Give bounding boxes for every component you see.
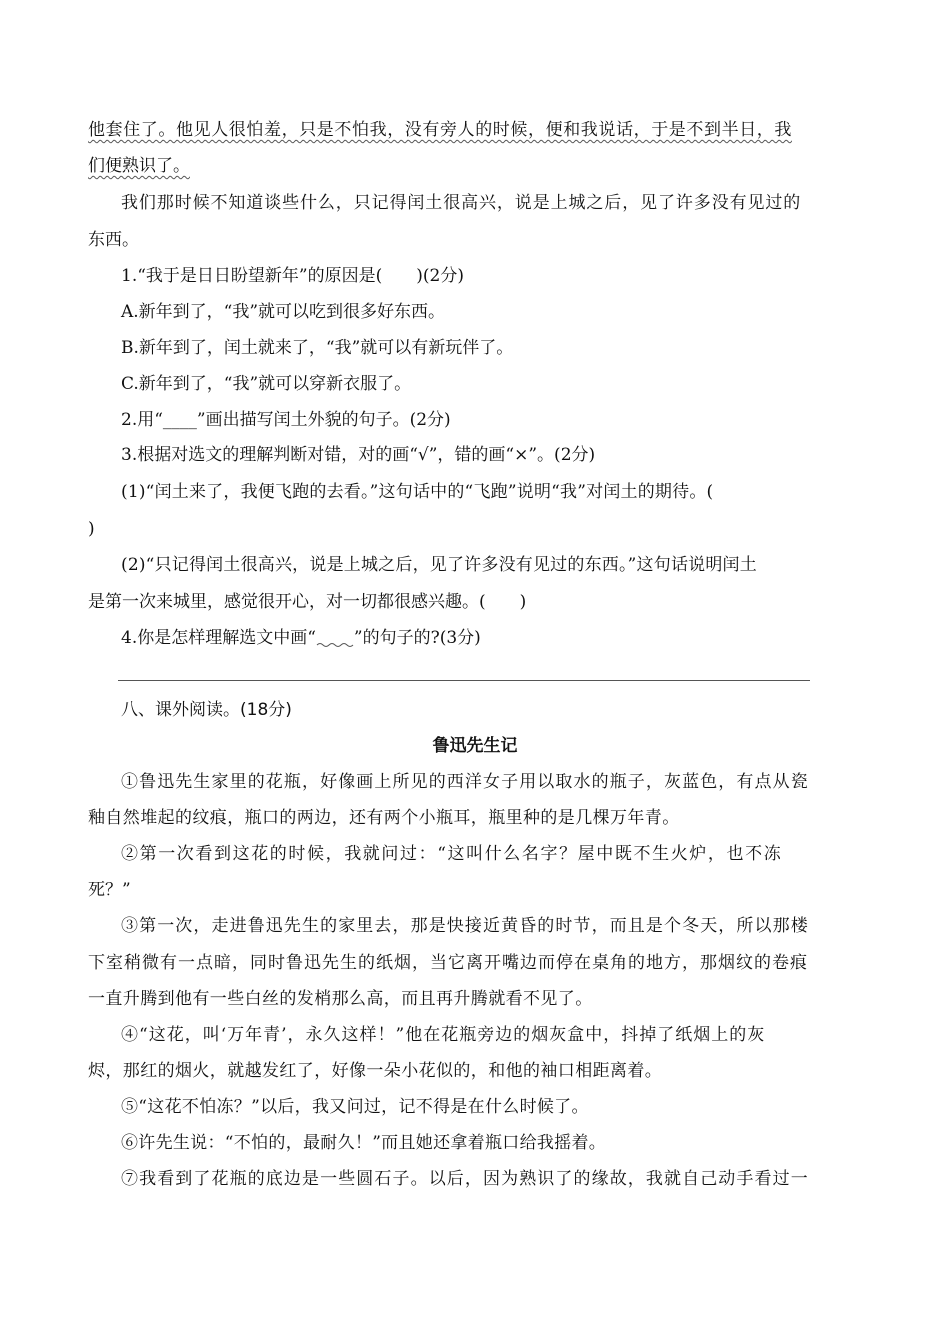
question-3: 3.根据对选文的理解判断对错，对的画“√”，错的画“×”。(2分) — [121, 445, 596, 465]
article-paragraph-line: ⑥许先生说：“不怕的，最耐久！”而且她还拿着瓶口给我摇着。 — [121, 1133, 607, 1153]
question-2: 2.用“____”画出描写闰土外貌的句子。(2分) — [121, 410, 451, 430]
question-4 — [121, 626, 481, 650]
passage-line: 我们那时候不知道谈些什么，只记得闰土很高兴，说是上城之后，见了许多没有见过的 — [121, 193, 802, 213]
article-paragraph-line: 一直升腾到他有一些白丝的发梢那么高，而且再升腾就看不见了。 — [88, 989, 593, 1009]
question-3-item-1: (1)“闰土来了，我便飞跑的去看。”这句话中的“飞跑”说明“我”对闰土的期待。( — [121, 482, 714, 502]
wavy-underlined-sentence: 他套住了。他见人很怕羞，只是不怕我，没有旁人的时候，便和我说话，于是不到半日，我 — [88, 120, 792, 140]
question-4-text-pre: 4.你是怎样理解选文中画“ — [121, 628, 316, 648]
article-paragraph-line: 下室稍微有一点暗，同时鲁迅先生的纸烟，当它离开嘴边而停在桌角的地方，那烟纹的卷痕 — [88, 953, 808, 973]
article-paragraph-line: 烬，那红的烟火，就越发红了，好像一朵小花似的，和他的袖口相距离着。 — [88, 1061, 663, 1081]
passage-line: 东西。 — [88, 230, 139, 250]
article-paragraph-line: ④“这花，叫‘万年青’，永久这样！”他在花瓶旁边的烟灰盒中，抖掉了纸烟上的灰 — [121, 1025, 766, 1045]
wavy-line-mark — [316, 630, 354, 647]
question-4-text-post: ”的句子的?(3分) — [353, 628, 481, 648]
article-paragraph-line: ⑦我看到了花瓶的底边是一些圆石子。以后，因为熟识了的缘故，我就自己动手看过一 — [121, 1169, 809, 1189]
answer-line — [118, 680, 810, 681]
article-paragraph-line: ⑤“这花不怕冻？”以后，我又问过，记不得是在什么时候了。 — [121, 1097, 589, 1117]
article-paragraph-line: ③第一次，走进鲁迅先生的家里去，那是快接近黄昏的时节，而且是个冬天，所以那楼 — [121, 916, 809, 936]
wavy-underlined-sentence: 们便熟识了。 — [88, 156, 190, 176]
question-1-option-b: B.新年到了，闰土就来了，“我”就可以有新玩伴了。 — [121, 338, 514, 358]
article-title: 鲁迅先生记 — [432, 736, 518, 756]
article-paragraph-line: 釉自然堆起的纹痕，瓶口的两边，还有两个小瓶耳，瓶里种的是几棵万年青。 — [88, 808, 680, 828]
question-3-item-1-cont: ) — [88, 519, 95, 539]
passage-line — [88, 154, 190, 178]
passage-line — [88, 118, 792, 142]
question-1-option-c: C.新年到了，“我”就可以穿新衣服了。 — [121, 374, 412, 394]
article-paragraph-line: ①鲁迅先生家里的花瓶，好像画上所见的西洋女子用以取水的瓶子，灰蓝色，有点从瓷 — [121, 772, 809, 792]
question-3-item-2-cont: 是第一次来城里，感觉很开心，对一切都很感兴趣。( ) — [88, 592, 527, 612]
question-1: 1.“我于是日日盼望新年”的原因是( )(2分) — [121, 266, 464, 286]
article-paragraph-line: 死？” — [88, 880, 131, 900]
section-8-heading: 八、课外阅读。(18分) — [121, 700, 292, 720]
article-paragraph-line: ②第一次看到这花的时候，我就问过：“这叫什么名字？屋中既不生火炉，也不冻 — [121, 844, 783, 864]
question-1-option-a: A.新年到了，“我”就可以吃到很多好东西。 — [121, 302, 446, 322]
question-3-item-2: (2)“只记得闰土很高兴，说是上城之后，见了许多没有见过的东西。”这句话说明闰土 — [121, 555, 757, 575]
